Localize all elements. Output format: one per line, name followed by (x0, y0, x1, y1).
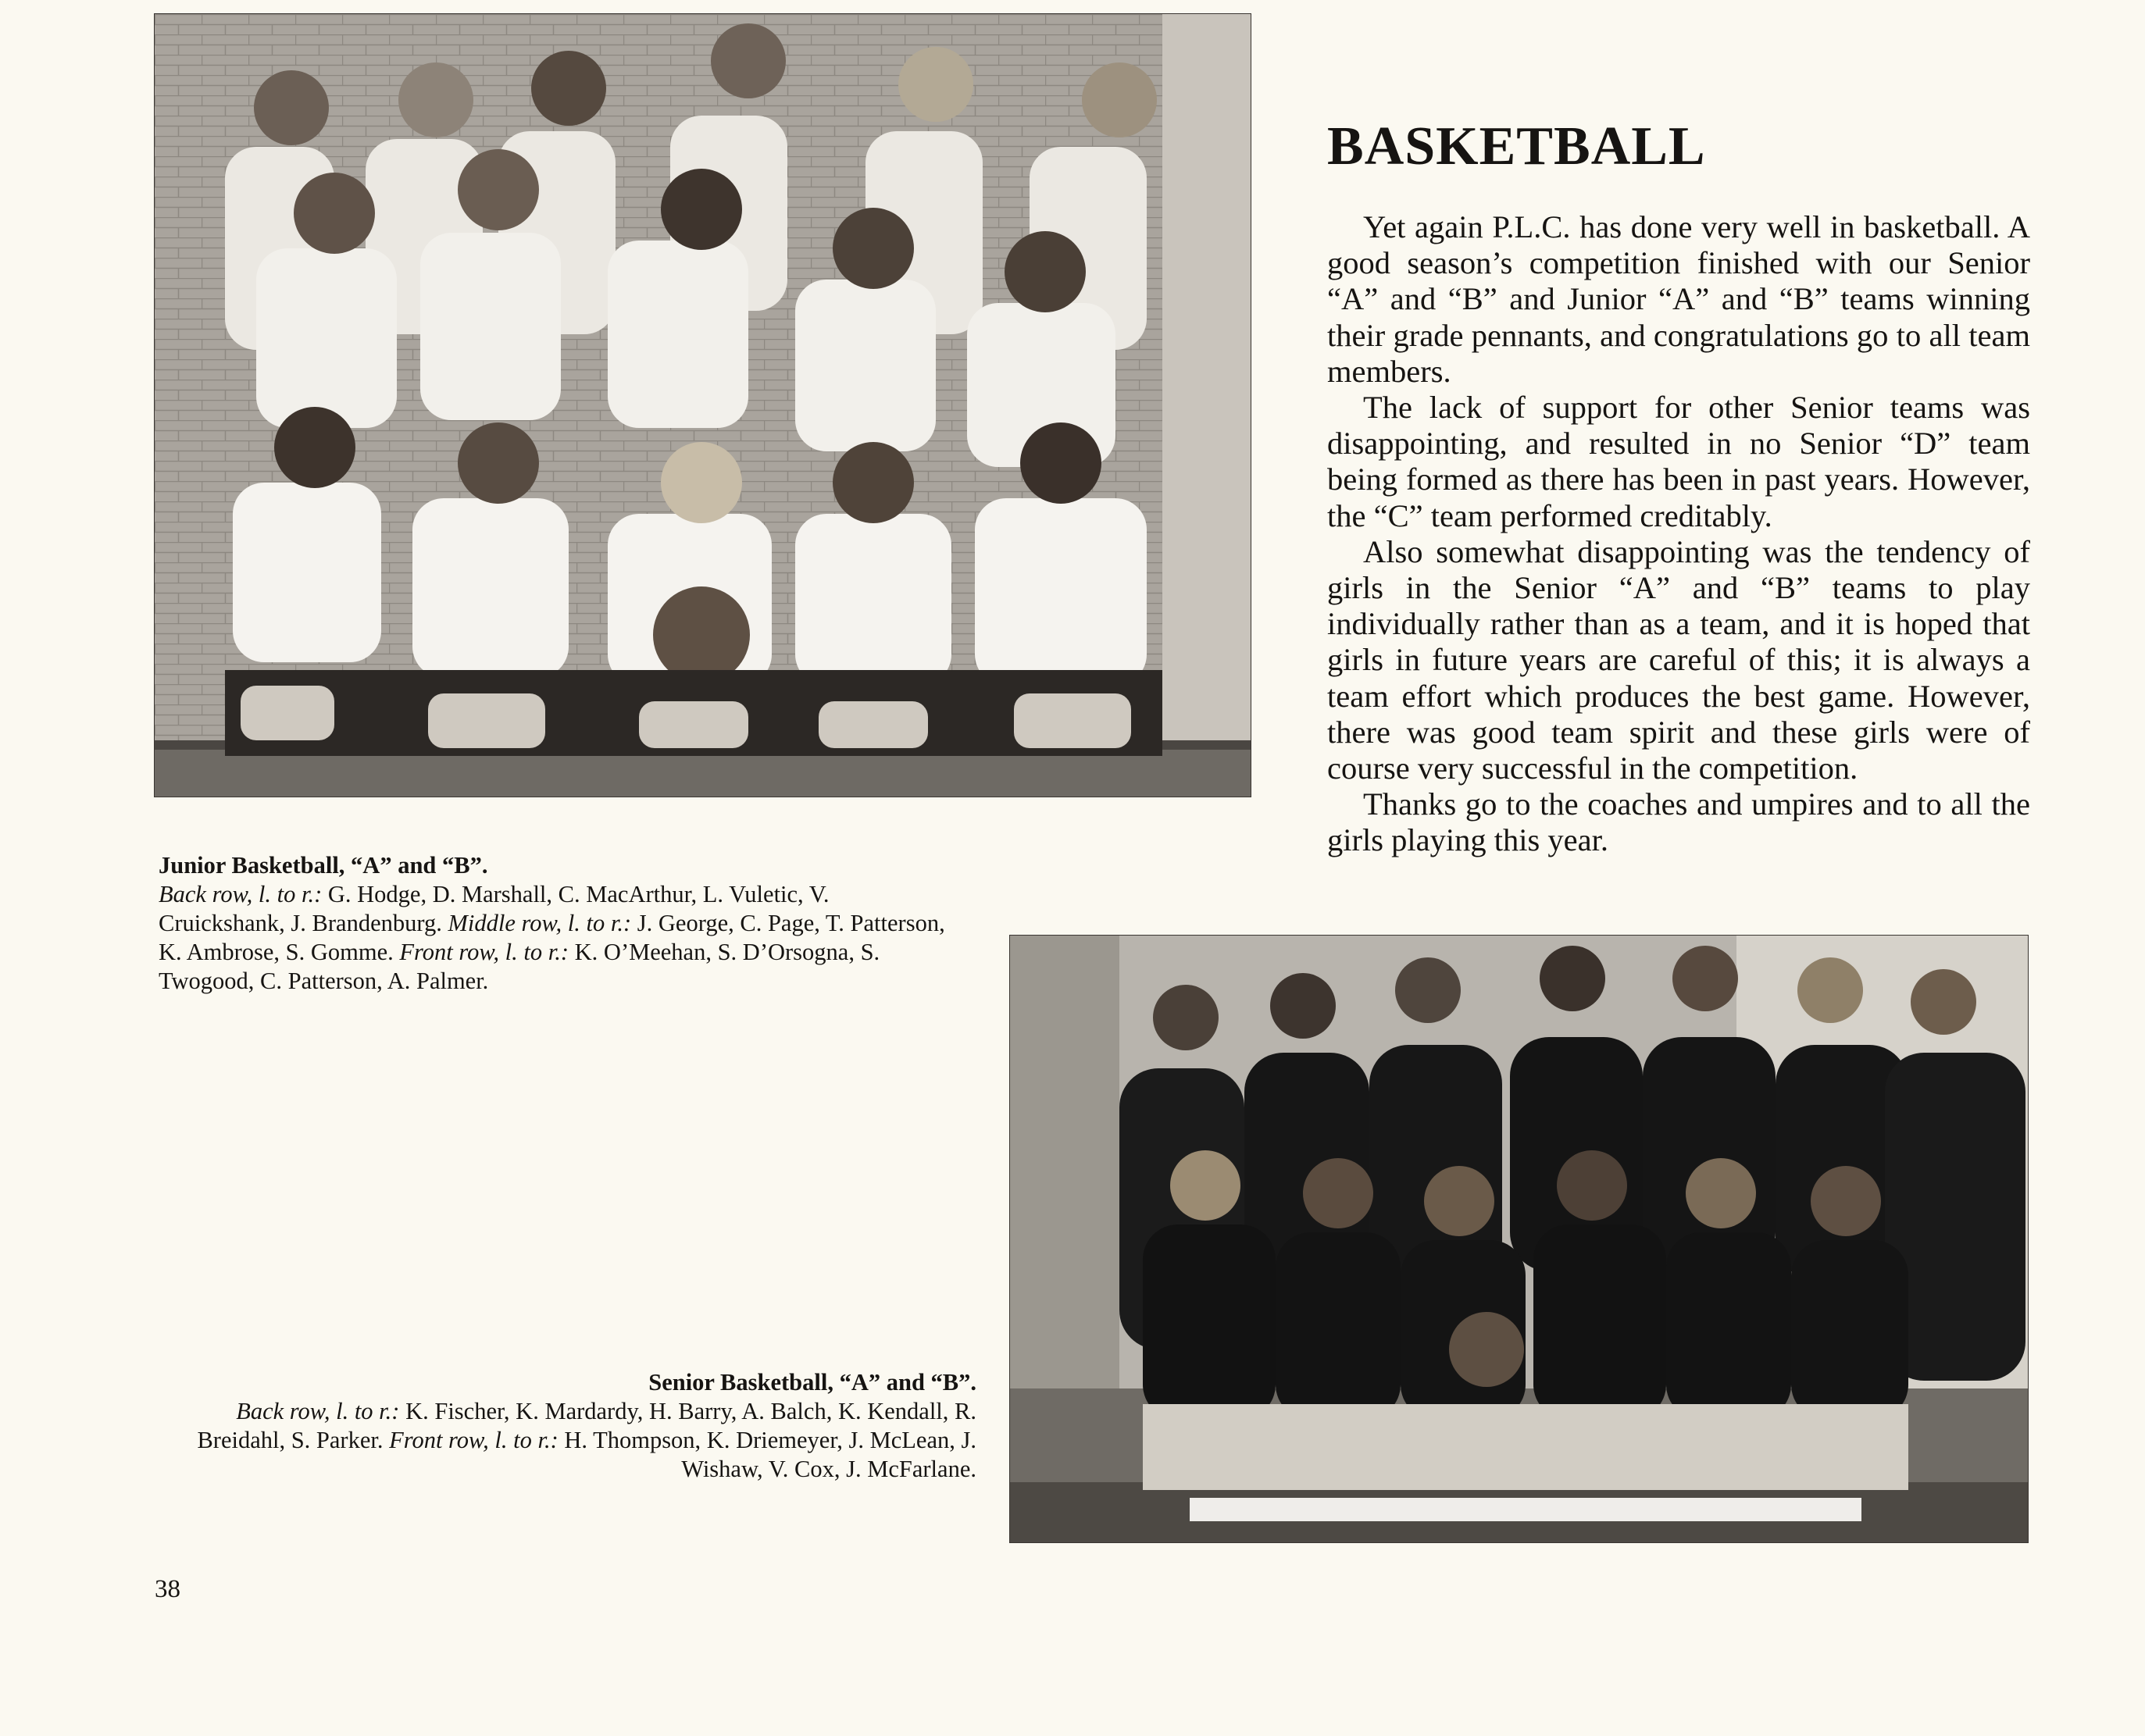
senior-caption-title: Senior Basketball, “A” and “B”. (648, 1369, 976, 1396)
junior-caption-title: Junior Basketball, “A” and “B”. (159, 852, 488, 879)
senior-back-row-label: Back row, l. to r.: (236, 1398, 400, 1424)
article-paragraph: Yet again P.L.C. has done very well in basketball. A good season’s competition finished with our Senior “A” and “B” and Junior “A” and “B” teams winning their grade pennants, and congratulations go to all team members. (1327, 209, 2030, 389)
article-paragraph: The lack of support for other Senior teams was disappointing, and resulted in no Senior “D” team being formed as there has been in past years. However, the “C” team performed creditably. (1327, 390, 2030, 533)
senior-front-row-names: H. Thompson, K. Driemeyer, J. McLean, J. Wishaw, V. Cox, J. McFarlane. (558, 1427, 976, 1482)
senior-front-row-label: Front row, l. to r.: (389, 1427, 559, 1453)
senior-back-row-names: K. Fischer, K. Mardardy, H. Barry, A. Balch, K. Kendall, R. Breidahl, S. Parker. (197, 1398, 976, 1453)
junior-middle-row-label: Middle row, l. to r.: (448, 910, 632, 936)
junior-middle-row-names: J. George, C. Page, T. Patterson, K. Ambrose, S. Gomme. (159, 910, 945, 965)
junior-back-row-label: Back row, l. to r.: (159, 881, 323, 907)
article-body (1327, 209, 2030, 859)
junior-front-row-names: K. O’Meehan, S. D’Orsogna, S. Twogood, C. Patterson, A. Palmer. (159, 939, 880, 994)
page-number: 38 (155, 1575, 180, 1603)
junior-front-row-label: Front row, l. to r.: (399, 939, 569, 965)
senior-team-photo (1009, 935, 2029, 1543)
page-heading: BASKETBALL (1327, 116, 1706, 176)
junior-team-photo (154, 13, 1251, 797)
article-paragraph: Thanks go to the coaches and umpires and to all the girls playing this year. (1327, 786, 2030, 858)
junior-photo-caption (159, 851, 948, 996)
senior-photo-caption (164, 1368, 976, 1484)
junior-caption-names (159, 880, 948, 996)
junior-photo-graphic (155, 14, 1251, 797)
senior-caption-names (164, 1397, 976, 1484)
article-paragraph: Also somewhat disappointing was the tendency of girls in the Senior “A” and “B” teams to play individually rather than as a team, and it is hoped that girls in future years are careful of this; it is always a team effort which produces the best game. However, there was good team spirit and these girls were of course very successful in the competition. (1327, 533, 2030, 786)
junior-back-row-names: G. Hodge, D. Marshall, C. MacArthur, L. Vuletic, V. Cruickshank, J. Brandenburg. (159, 881, 830, 936)
senior-photo-graphic (1010, 936, 2028, 1542)
